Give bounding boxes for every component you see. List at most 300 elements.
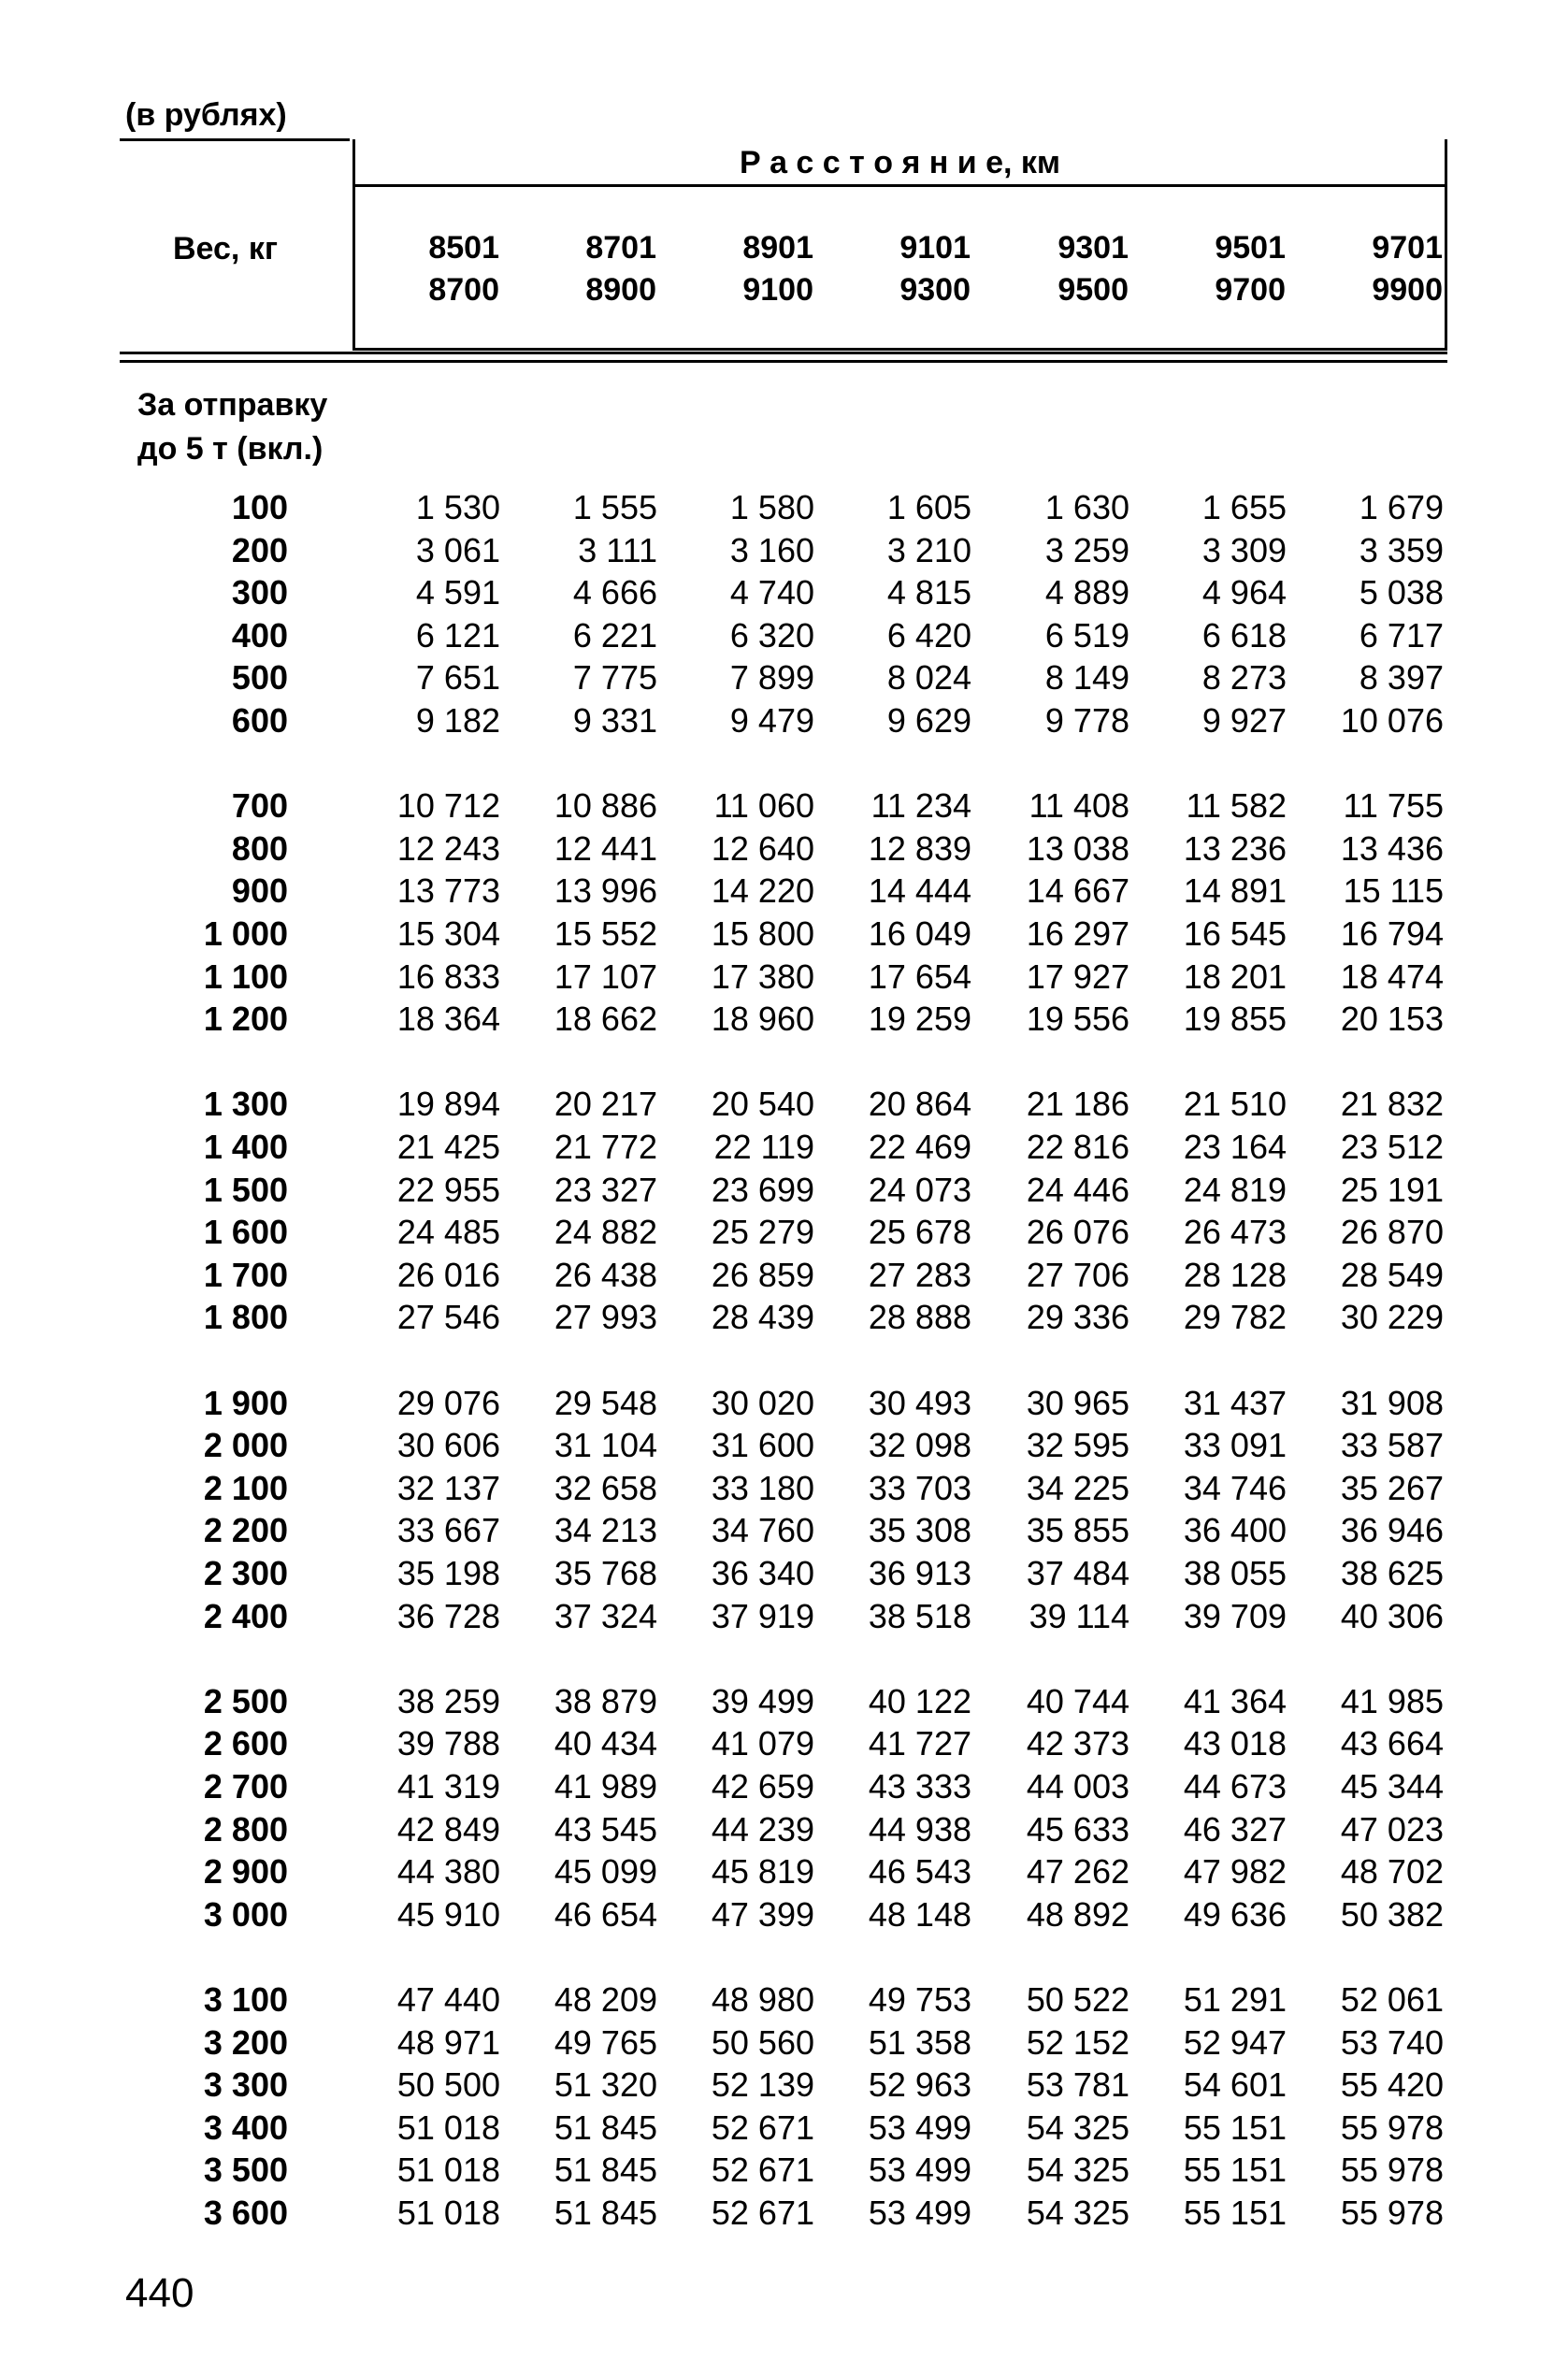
price-cell: 50 522	[1026, 1980, 1129, 2019]
price-cell: 4 591	[415, 573, 500, 612]
price-cell: 38 259	[396, 1681, 500, 1720]
price-cell: 30 020	[711, 1383, 814, 1422]
price-cell: 31 908	[1340, 1383, 1444, 1422]
weight-cell: 2 300	[203, 1554, 288, 1592]
price-cell: 9 479	[729, 701, 814, 740]
price-cell: 3 259	[1044, 530, 1129, 569]
distance-range	[1331, 230, 1443, 309]
price-cell: 22 469	[868, 1128, 971, 1166]
price-cell: 22 955	[396, 1170, 500, 1209]
price-cell: 33 667	[396, 1511, 500, 1550]
price-cell: 11 408	[1029, 786, 1129, 826]
price-cell: 34 213	[554, 1511, 657, 1550]
price-cell: 18 364	[396, 1000, 500, 1039]
range-from: 8901	[742, 230, 813, 266]
table-row	[0, 1297, 1568, 1338]
price-cell: 6 519	[1044, 615, 1129, 655]
price-cell: 14 220	[711, 871, 814, 911]
price-cell: 36 913	[868, 1554, 971, 1592]
price-cell: 21 772	[554, 1128, 657, 1166]
price-cell: 52 061	[1340, 1980, 1444, 2019]
price-cell: 52 963	[868, 2065, 971, 2105]
price-cell: 29 782	[1183, 1298, 1287, 1337]
weight-cell: 2 700	[203, 1767, 288, 1806]
price-cell: 51 358	[868, 2022, 971, 2062]
weight-cell: 700	[231, 786, 288, 826]
price-cell: 24 882	[554, 1213, 657, 1252]
price-cell: 6 121	[415, 615, 500, 655]
price-cell: 13 038	[1026, 828, 1129, 868]
price-cell: 24 485	[396, 1213, 500, 1252]
unit-underline	[120, 138, 350, 141]
distance-header: Р а с с т о я н и е, км	[739, 145, 1061, 180]
price-cell: 16 794	[1340, 914, 1444, 953]
price-cell: 33 703	[868, 1468, 971, 1507]
price-cell: 47 982	[1183, 1852, 1287, 1892]
table-row	[0, 1084, 1568, 1125]
price-cell: 4 815	[886, 573, 971, 612]
price-cell: 31 600	[711, 1426, 814, 1465]
weight-cell: 3 200	[203, 2022, 288, 2062]
weight-cell: 3 100	[203, 1980, 288, 2019]
price-cell: 21 832	[1340, 1085, 1444, 1124]
weight-header: Вес, кг	[173, 231, 278, 266]
table-row	[0, 1510, 1568, 1551]
price-cell: 3 160	[729, 530, 814, 569]
price-cell: 27 283	[868, 1255, 971, 1294]
price-cell: 44 239	[711, 1809, 814, 1849]
weight-cell: 1 300	[203, 1085, 288, 1124]
price-cell: 17 927	[1026, 957, 1129, 996]
price-cell: 53 781	[1026, 2065, 1129, 2105]
price-cell: 33 587	[1340, 1426, 1444, 1465]
price-cell: 32 137	[396, 1468, 500, 1507]
table-row	[0, 1979, 1568, 2021]
price-cell: 9 182	[415, 701, 500, 740]
price-cell: 48 702	[1340, 1852, 1444, 1892]
price-cell: 38 625	[1340, 1554, 1444, 1592]
price-cell: 19 855	[1183, 1000, 1287, 1039]
price-cell: 46 654	[554, 1894, 657, 1934]
price-cell: 6 618	[1201, 615, 1287, 655]
table-row	[0, 2150, 1568, 2191]
price-cell: 41 985	[1340, 1681, 1444, 1720]
price-cell: 41 989	[554, 1767, 657, 1806]
price-cell: 55 978	[1340, 2151, 1444, 2190]
price-cell: 26 859	[711, 1255, 814, 1294]
price-cell: 30 493	[868, 1383, 971, 1422]
table-row	[0, 957, 1568, 998]
price-cell: 8 149	[1044, 658, 1129, 698]
price-cell: 53 499	[868, 2194, 971, 2232]
price-cell: 32 098	[868, 1426, 971, 1465]
price-cell: 35 267	[1340, 1468, 1444, 1507]
weight-cell: 1 400	[203, 1128, 288, 1166]
price-cell: 39 114	[1029, 1596, 1129, 1635]
price-cell: 39 709	[1183, 1596, 1287, 1635]
price-cell: 21 425	[396, 1128, 500, 1166]
price-cell: 4 889	[1044, 573, 1129, 612]
weight-cell: 2 200	[203, 1511, 288, 1550]
price-cell: 16 545	[1183, 914, 1287, 953]
price-cell: 13 236	[1183, 828, 1287, 868]
price-cell: 33 091	[1183, 1426, 1287, 1465]
price-cell: 1 655	[1201, 488, 1287, 526]
table-row	[0, 1468, 1568, 1509]
price-cell: 1 605	[886, 488, 971, 526]
price-cell: 55 151	[1183, 2194, 1287, 2232]
price-cell: 40 744	[1026, 1681, 1129, 1720]
price-cell: 52 947	[1183, 2022, 1287, 2062]
price-cell: 24 073	[868, 1170, 971, 1209]
price-cell: 20 540	[711, 1085, 814, 1124]
price-cell: 47 399	[711, 1894, 814, 1934]
table-row	[0, 1809, 1568, 1850]
price-cell: 54 601	[1183, 2065, 1287, 2105]
price-cell: 40 434	[554, 1724, 657, 1763]
section-label-line2: до 5 т (вкл.)	[137, 431, 324, 467]
weight-cell: 1 100	[203, 957, 288, 996]
unit-caption: (в рублях)	[125, 97, 287, 133]
price-cell: 27 993	[554, 1298, 657, 1337]
price-cell: 16 833	[396, 957, 500, 996]
price-cell: 47 440	[396, 1980, 500, 2019]
table-row	[0, 2108, 1568, 2149]
price-cell: 45 099	[554, 1852, 657, 1892]
price-cell: 48 209	[554, 1980, 657, 2019]
price-cell: 10 886	[554, 786, 657, 826]
price-cell: 44 380	[396, 1852, 500, 1892]
table-row	[0, 1255, 1568, 1296]
table-row	[0, 2065, 1568, 2106]
price-cell: 20 217	[554, 1085, 657, 1124]
table-row	[0, 914, 1568, 955]
price-cell: 13 773	[396, 871, 500, 911]
price-cell: 37 484	[1026, 1554, 1129, 1592]
table-row	[0, 1894, 1568, 1935]
price-cell: 55 978	[1340, 2194, 1444, 2232]
price-cell: 6 221	[572, 615, 657, 655]
weight-cell: 2 600	[203, 1724, 288, 1763]
price-cell: 3 111	[578, 530, 657, 569]
price-cell: 43 664	[1340, 1724, 1444, 1763]
price-cell: 43 333	[868, 1767, 971, 1806]
table-row	[0, 1681, 1568, 1722]
weight-cell: 2 800	[203, 1809, 288, 1849]
range-from: 9501	[1215, 230, 1286, 266]
price-cell: 26 870	[1340, 1213, 1444, 1252]
price-cell: 50 382	[1340, 1894, 1444, 1934]
price-cell: 21 186	[1026, 1085, 1129, 1124]
price-cell: 17 380	[711, 957, 814, 996]
price-cell: 52 671	[711, 2151, 814, 2190]
table-row	[0, 487, 1568, 528]
price-cell: 12 839	[868, 828, 971, 868]
range-to: 8700	[428, 272, 499, 308]
price-cell: 28 888	[868, 1298, 971, 1337]
price-cell: 8 397	[1359, 658, 1444, 698]
price-cell: 3 061	[415, 530, 500, 569]
price-cell: 53 499	[868, 2108, 971, 2147]
price-cell: 6 320	[729, 615, 814, 655]
price-cell: 48 971	[396, 2022, 500, 2062]
table-row	[0, 1425, 1568, 1466]
section-label-line1: За отправку	[137, 387, 328, 423]
price-cell: 25 678	[868, 1213, 971, 1252]
price-cell: 55 420	[1340, 2065, 1444, 2105]
price-cell: 43 545	[554, 1809, 657, 1849]
price-cell: 11 582	[1186, 786, 1287, 826]
table-row	[0, 1127, 1568, 1168]
price-cell: 33 180	[711, 1468, 814, 1507]
price-cell: 14 444	[868, 871, 971, 911]
section-label	[137, 383, 327, 471]
table-row	[0, 1723, 1568, 1764]
price-cell: 24 819	[1183, 1170, 1287, 1209]
table-row	[0, 1596, 1568, 1637]
price-cell: 51 845	[554, 2108, 657, 2147]
price-cell: 38 518	[868, 1596, 971, 1635]
price-cell: 13 436	[1340, 828, 1444, 868]
price-cell: 36 728	[396, 1596, 500, 1635]
weight-cell: 2 400	[203, 1596, 288, 1635]
price-cell: 42 849	[396, 1809, 500, 1849]
price-cell: 47 262	[1026, 1852, 1129, 1892]
weight-cell: 600	[231, 701, 288, 740]
price-cell: 15 800	[711, 914, 814, 953]
price-cell: 41 319	[396, 1767, 500, 1806]
price-cell: 28 128	[1183, 1255, 1287, 1294]
price-cell: 30 229	[1340, 1298, 1444, 1337]
price-cell: 41 079	[711, 1724, 814, 1763]
price-cell: 1 555	[572, 488, 657, 526]
weight-cell: 3 600	[203, 2194, 288, 2232]
price-cell: 22 119	[713, 1128, 814, 1166]
weight-cell: 3 500	[203, 2151, 288, 2190]
price-cell: 12 640	[711, 828, 814, 868]
price-cell: 47 023	[1340, 1809, 1444, 1849]
distance-header-rule	[352, 184, 1447, 187]
price-cell: 1 679	[1359, 488, 1444, 526]
price-cell: 26 438	[554, 1255, 657, 1294]
price-cell: 20 864	[868, 1085, 971, 1124]
price-cell: 23 512	[1340, 1128, 1444, 1166]
price-cell: 48 892	[1026, 1894, 1129, 1934]
price-cell: 7 775	[572, 658, 657, 698]
weight-cell: 3 000	[203, 1894, 288, 1934]
price-cell: 35 855	[1026, 1511, 1129, 1550]
price-cell: 7 899	[729, 658, 814, 698]
table-row	[0, 1212, 1568, 1253]
price-cell: 10 076	[1340, 701, 1444, 740]
price-cell: 14 667	[1026, 871, 1129, 911]
table-row	[0, 999, 1568, 1040]
price-cell: 52 139	[711, 2065, 814, 2105]
header-double-rule-top	[120, 352, 1447, 354]
price-cell: 8 024	[886, 658, 971, 698]
table-row	[0, 870, 1568, 912]
range-from: 8501	[428, 230, 499, 266]
table-row	[0, 1170, 1568, 1211]
price-cell: 44 673	[1183, 1767, 1287, 1806]
price-cell: 16 049	[868, 914, 971, 953]
weight-cell: 1 500	[203, 1170, 288, 1209]
table-row	[0, 785, 1568, 827]
price-cell: 45 344	[1340, 1767, 1444, 1806]
price-cell: 29 548	[554, 1383, 657, 1422]
price-cell: 30 965	[1026, 1383, 1129, 1422]
weight-cell: 500	[231, 658, 288, 698]
price-cell: 38 879	[554, 1681, 657, 1720]
distance-range	[701, 230, 813, 309]
range-to: 9900	[1372, 272, 1443, 308]
price-cell: 26 016	[396, 1255, 500, 1294]
table-row	[0, 530, 1568, 571]
price-cell: 37 919	[711, 1596, 814, 1635]
price-cell: 20 153	[1340, 1000, 1444, 1039]
weight-cell: 200	[231, 530, 288, 569]
price-cell: 18 201	[1183, 957, 1287, 996]
price-cell: 36 340	[711, 1554, 814, 1592]
price-cell: 1 630	[1044, 488, 1129, 526]
table-row	[0, 615, 1568, 656]
table-row	[0, 1851, 1568, 1892]
price-cell: 18 960	[711, 1000, 814, 1039]
price-cell: 45 819	[711, 1852, 814, 1892]
price-cell: 32 595	[1026, 1426, 1129, 1465]
weight-cell: 300	[231, 573, 288, 612]
weight-cell: 900	[231, 871, 288, 911]
price-cell: 15 115	[1343, 871, 1444, 911]
price-cell: 12 243	[396, 828, 500, 868]
price-cell: 40 122	[868, 1681, 971, 1720]
price-cell: 27 546	[396, 1298, 500, 1337]
price-cell: 52 671	[711, 2194, 814, 2232]
price-cell: 38 055	[1183, 1554, 1287, 1592]
table-row	[0, 828, 1568, 870]
price-cell: 39 499	[711, 1681, 814, 1720]
price-cell: 32 658	[554, 1468, 657, 1507]
price-cell: 9 927	[1201, 701, 1287, 740]
price-cell: 52 671	[711, 2108, 814, 2147]
table-row	[0, 1553, 1568, 1594]
price-cell: 34 225	[1026, 1468, 1129, 1507]
price-cell: 31 104	[554, 1426, 657, 1465]
price-cell: 41 727	[868, 1724, 971, 1763]
page-number: 440	[125, 2270, 194, 2316]
price-cell: 34 760	[711, 1511, 814, 1550]
price-cell: 14 891	[1183, 871, 1287, 911]
price-cell: 15 304	[396, 914, 500, 953]
price-cell: 31 437	[1183, 1383, 1287, 1422]
price-cell: 28 549	[1340, 1255, 1444, 1294]
price-cell: 7 651	[415, 658, 500, 698]
price-cell: 27 706	[1026, 1255, 1129, 1294]
weight-cell: 800	[231, 828, 288, 868]
price-cell: 3 359	[1359, 530, 1444, 569]
price-cell: 49 753	[868, 1980, 971, 2019]
table-row	[0, 2193, 1568, 2234]
range-to: 9300	[899, 272, 971, 308]
range-to: 9500	[1057, 272, 1129, 308]
weight-cell: 2 900	[203, 1852, 288, 1892]
price-cell: 49 636	[1183, 1894, 1287, 1934]
range-from: 9701	[1372, 230, 1443, 266]
price-cell: 51 291	[1183, 1980, 1287, 2019]
weight-cell: 2 500	[203, 1681, 288, 1720]
price-cell: 6 420	[886, 615, 971, 655]
price-cell: 53 499	[868, 2151, 971, 2190]
price-cell: 8 273	[1201, 658, 1287, 698]
price-cell: 3 210	[886, 530, 971, 569]
price-cell: 46 327	[1183, 1809, 1287, 1849]
price-cell: 35 308	[868, 1511, 971, 1550]
price-cell: 11 755	[1343, 786, 1444, 826]
price-cell: 51 845	[554, 2194, 657, 2232]
table-row	[0, 2022, 1568, 2064]
table-row	[0, 1383, 1568, 1424]
price-cell: 24 446	[1026, 1170, 1129, 1209]
table-row	[0, 572, 1568, 613]
price-cell: 54 325	[1026, 2108, 1129, 2147]
price-cell: 39 788	[396, 1724, 500, 1763]
price-cell: 37 324	[554, 1596, 657, 1635]
price-cell: 55 151	[1183, 2151, 1287, 2190]
price-cell: 41 364	[1183, 1681, 1287, 1720]
price-cell: 50 500	[396, 2065, 500, 2105]
price-cell: 9 331	[572, 701, 657, 740]
distance-range	[1173, 230, 1286, 309]
price-cell: 54 325	[1026, 2151, 1129, 2190]
range-to: 9700	[1215, 272, 1286, 308]
price-cell: 22 816	[1026, 1128, 1129, 1166]
price-cell: 48 148	[868, 1894, 971, 1934]
price-cell: 50 560	[711, 2022, 814, 2062]
price-cell: 49 765	[554, 2022, 657, 2062]
price-cell: 42 659	[711, 1767, 814, 1806]
price-cell: 26 076	[1026, 1213, 1129, 1252]
weight-cell: 3 400	[203, 2108, 288, 2147]
price-cell: 35 198	[396, 1554, 500, 1592]
price-cell: 6 717	[1359, 615, 1444, 655]
weight-cell: 1 800	[203, 1298, 288, 1337]
price-cell: 36 946	[1340, 1511, 1444, 1550]
price-cell: 4 666	[572, 573, 657, 612]
table-row	[0, 657, 1568, 698]
table-row	[0, 1766, 1568, 1807]
price-cell: 11 234	[870, 786, 971, 826]
price-cell: 13 996	[554, 871, 657, 911]
price-cell: 45 633	[1026, 1809, 1129, 1849]
distance-range	[387, 230, 499, 309]
price-cell: 42 373	[1026, 1724, 1129, 1763]
price-cell: 1 530	[415, 488, 500, 526]
price-cell: 51 018	[396, 2151, 500, 2190]
price-cell: 23 327	[554, 1170, 657, 1209]
price-cell: 40 306	[1340, 1596, 1444, 1635]
price-cell: 5 038	[1359, 573, 1444, 612]
price-cell: 12 441	[554, 828, 657, 868]
range-to: 9100	[742, 272, 813, 308]
price-cell: 46 543	[868, 1852, 971, 1892]
price-cell: 43 018	[1183, 1724, 1287, 1763]
weight-cell: 400	[231, 615, 288, 655]
distance-range	[858, 230, 971, 309]
price-cell: 36 400	[1183, 1511, 1287, 1550]
header-double-rule-bottom	[120, 360, 1447, 363]
price-cell: 17 654	[868, 957, 971, 996]
price-cell: 18 662	[554, 1000, 657, 1039]
